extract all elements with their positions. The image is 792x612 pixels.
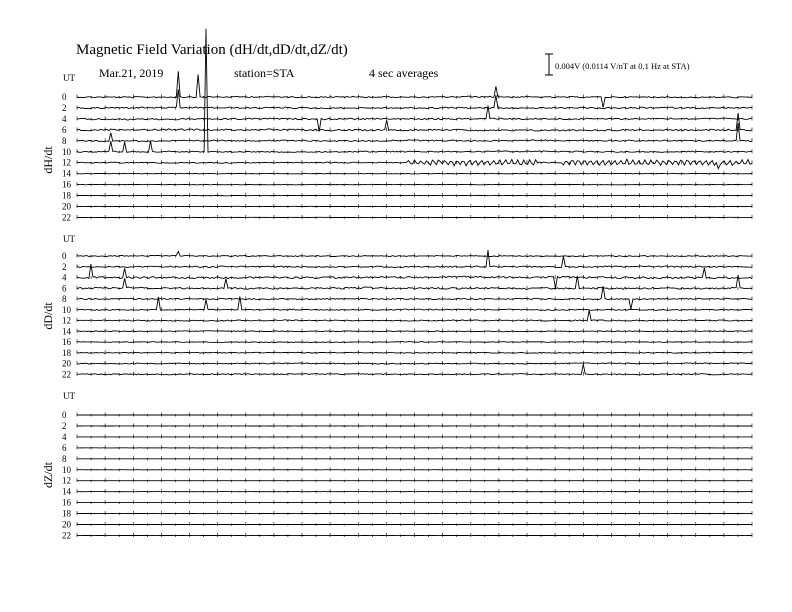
scale-bar-label: 0.004V (0.0114 V/nT at 0.1 Hz at STA): [555, 61, 690, 71]
hour-label: 2: [62, 102, 67, 113]
hour-label: 20: [62, 201, 71, 212]
hour-label: 12: [62, 315, 71, 326]
chart-title: Magnetic Field Variation (dH/dt,dD/dt,dZ/dt): [76, 42, 348, 58]
tick-marks: [77, 489, 752, 493]
hour-label: 20: [62, 358, 71, 369]
hour-label: 22: [62, 212, 71, 223]
tick-marks: [77, 445, 752, 449]
hour-label: 10: [62, 464, 71, 475]
trace-line: [77, 195, 752, 196]
date-label: Mar.21, 2019: [99, 66, 164, 80]
hour-label: 4: [62, 272, 67, 283]
tick-marks: [77, 182, 752, 186]
tick-marks: [77, 478, 752, 482]
hour-label: 12: [62, 157, 71, 168]
panel-dZ-dt: [41, 391, 752, 540]
hour-label: 22: [62, 530, 71, 541]
tick-marks: [77, 456, 752, 460]
hour-label: 8: [62, 294, 67, 304]
hour-label: 8: [62, 135, 67, 146]
ut-label: UT: [63, 391, 75, 401]
hour-label: 14: [62, 326, 71, 337]
panel-dD-dt: [41, 234, 752, 379]
hour-label: 6: [62, 283, 67, 294]
tick-marks: [77, 434, 752, 438]
averaging-label: 4 sec averages: [369, 66, 439, 80]
ut-label: UT: [63, 234, 75, 244]
hour-label: 6: [62, 124, 67, 135]
hour-label: 14: [62, 168, 71, 179]
hour-label: 4: [62, 431, 67, 442]
hour-label: 18: [62, 508, 71, 519]
hour-label: 0: [62, 251, 67, 261]
hour-label: 6: [62, 442, 67, 453]
tick-marks: [77, 500, 752, 504]
y-axis-label: dZ/dt: [41, 462, 55, 488]
tick-marks: [77, 413, 752, 417]
hour-label: 2: [62, 420, 67, 431]
tick-marks: [77, 522, 752, 526]
hour-label: 4: [62, 113, 67, 124]
hour-label: 20: [62, 519, 71, 530]
trace-line: [77, 173, 752, 174]
hour-label: 16: [62, 179, 71, 190]
hour-label: 10: [62, 146, 71, 157]
scale-bar: [545, 54, 690, 75]
hour-label: 12: [62, 475, 71, 486]
hour-label: 2: [62, 261, 67, 272]
station-label: station=STA: [234, 66, 295, 80]
hour-label: 14: [62, 486, 71, 497]
hour-label: 22: [62, 369, 71, 380]
hour-label: 18: [62, 347, 71, 358]
hour-label: 10: [62, 304, 71, 315]
hour-label: 0: [62, 410, 67, 420]
y-axis-label: dD/dt: [41, 302, 55, 330]
y-axis-label: dH/dt: [41, 146, 55, 174]
hour-label: 8: [62, 453, 67, 464]
hour-label: 16: [62, 497, 71, 508]
tick-marks: [77, 423, 752, 427]
panels: [41, 29, 752, 541]
hour-label: 16: [62, 337, 71, 347]
tick-marks: [77, 533, 752, 537]
hour-label: 18: [62, 190, 71, 201]
ut-label: UT: [63, 73, 75, 83]
hour-label: 0: [62, 92, 67, 102]
tick-marks: [77, 511, 752, 515]
